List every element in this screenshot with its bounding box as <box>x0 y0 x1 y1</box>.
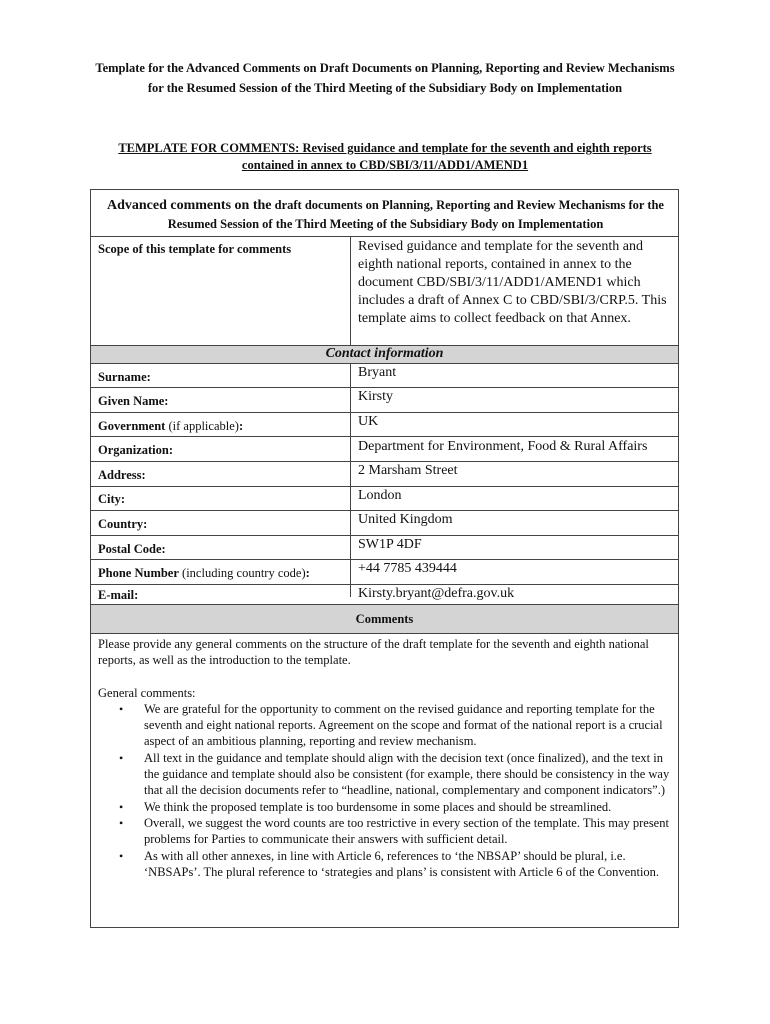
surname-value: Bryant <box>358 365 397 380</box>
bullet-icon: • <box>119 848 124 863</box>
address-label: Address: <box>98 468 146 482</box>
divider <box>91 584 678 585</box>
surname-label: Surname: <box>98 370 151 384</box>
list-item: • We are grateful for the opportunity to comment on the revised guidance and reporting template for the seventh and eight national reports. Agreement on the scope and format of the national report is a crucial aspect of an ambitious planning, reporting and review mechanism. <box>119 701 663 749</box>
divider <box>91 535 678 536</box>
comments-intro: Please provide any general comments on the structure of the draft template for the seventh and eighth national reports, as well as the introduction to the template. <box>98 637 649 668</box>
bullet-icon: • <box>119 799 124 814</box>
bullet-icon: • <box>119 701 124 716</box>
country-value: United Kingdom <box>358 512 453 527</box>
document-title: Template for the Advanced Comments on Draft Documents on Planning, Reporting and Review Mechanisms for the Resumed Session of the Third Meeting of the Subsidiary Body on Implementation <box>95 61 675 95</box>
divider <box>91 486 678 487</box>
country-label: Country: <box>98 517 148 531</box>
divider <box>91 633 678 634</box>
general-comments-label: General comments: <box>98 685 196 700</box>
form-heading-lead: Advanced comments on the <box>107 198 272 213</box>
address-value: 2 Marsham Street <box>358 463 458 478</box>
postal-code-value: SW1P 4DF <box>358 537 422 552</box>
comments-heading: Comments <box>355 612 414 626</box>
scope-label: Scope of this template for comments <box>98 242 292 256</box>
divider <box>91 559 678 560</box>
bullet-icon: • <box>119 815 124 830</box>
email-value: Kirsty.bryant@defra.gov.uk <box>358 586 515 601</box>
form-heading <box>91 196 680 233</box>
comments-body <box>98 636 672 880</box>
list-item: • All text in the guidance and template should align with the decision text (once finalized), and the text in the guidance and template should also be consistent (for example, there should be consistency in the way that all the decision documents refer to “headline, national, complementary and component indicators”.) <box>119 750 670 798</box>
postal-code-label: Postal Code: <box>98 542 166 556</box>
email-label: E-mail: <box>98 588 139 602</box>
bullet-icon: • <box>119 750 124 765</box>
comments-form-table <box>90 189 679 928</box>
list-item: • Overall, we suggest the word counts are too restrictive in every section of the template. This may present problems for Parties to communicate their answers with sufficient detail. <box>119 815 669 847</box>
column-divider <box>350 237 351 597</box>
divider <box>91 236 678 237</box>
list-item: • As with all other annexes, in line with Article 6, references to ‘the NBSAP’ should be plural, i.e. ‘NBSAPs’. The plural reference to ‘strategies and plans’ is consistent with Article 6 of the Convention. <box>119 848 660 879</box>
city-value: London <box>358 488 402 503</box>
divider <box>91 387 678 388</box>
organization-value: Department for Environment, Food & Rural Affairs <box>358 439 648 454</box>
phone-value: +44 7785 439444 <box>358 561 457 576</box>
list-item: • We think the proposed template is too burdensome in some places and should be streamlined. <box>119 799 612 814</box>
city-label: City: <box>98 492 126 506</box>
government-value: UK <box>358 414 379 429</box>
template-subtitle: TEMPLATE FOR COMMENTS: Revised guidance and template for the seventh and eighth reports contained in annex to CBD/SBI/3/11/ADD1/AMEND1 <box>118 141 652 172</box>
government-label: Government (if applicable): <box>98 419 244 433</box>
given-name-label: Given Name: <box>98 394 169 408</box>
divider <box>91 412 678 413</box>
scope-value: Revised guidance and template for the seventh and eighth national reports, contained in annex to the document CBD/SBI/3/11/ADD1/AMEND1 which includes a draft of Annex C to CBD/SBI/3/CRP.5. This template aims to collect feedback on that Annex. <box>358 239 667 326</box>
divider <box>91 436 678 437</box>
divider <box>91 363 678 364</box>
divider <box>91 461 678 462</box>
contact-heading: Contact information <box>325 346 444 361</box>
form-heading-rest: draft documents on Planning, Reporting and Review Mechanisms for the Resumed Session of the Third Meeting of the Subsidiary Body on Implementation <box>167 198 664 231</box>
given-name-value: Kirsty <box>358 389 393 404</box>
phone-label: Phone Number (including country code): <box>98 566 310 580</box>
organization-label: Organization: <box>98 443 173 457</box>
divider <box>91 510 678 511</box>
general-comments-list <box>98 701 672 880</box>
